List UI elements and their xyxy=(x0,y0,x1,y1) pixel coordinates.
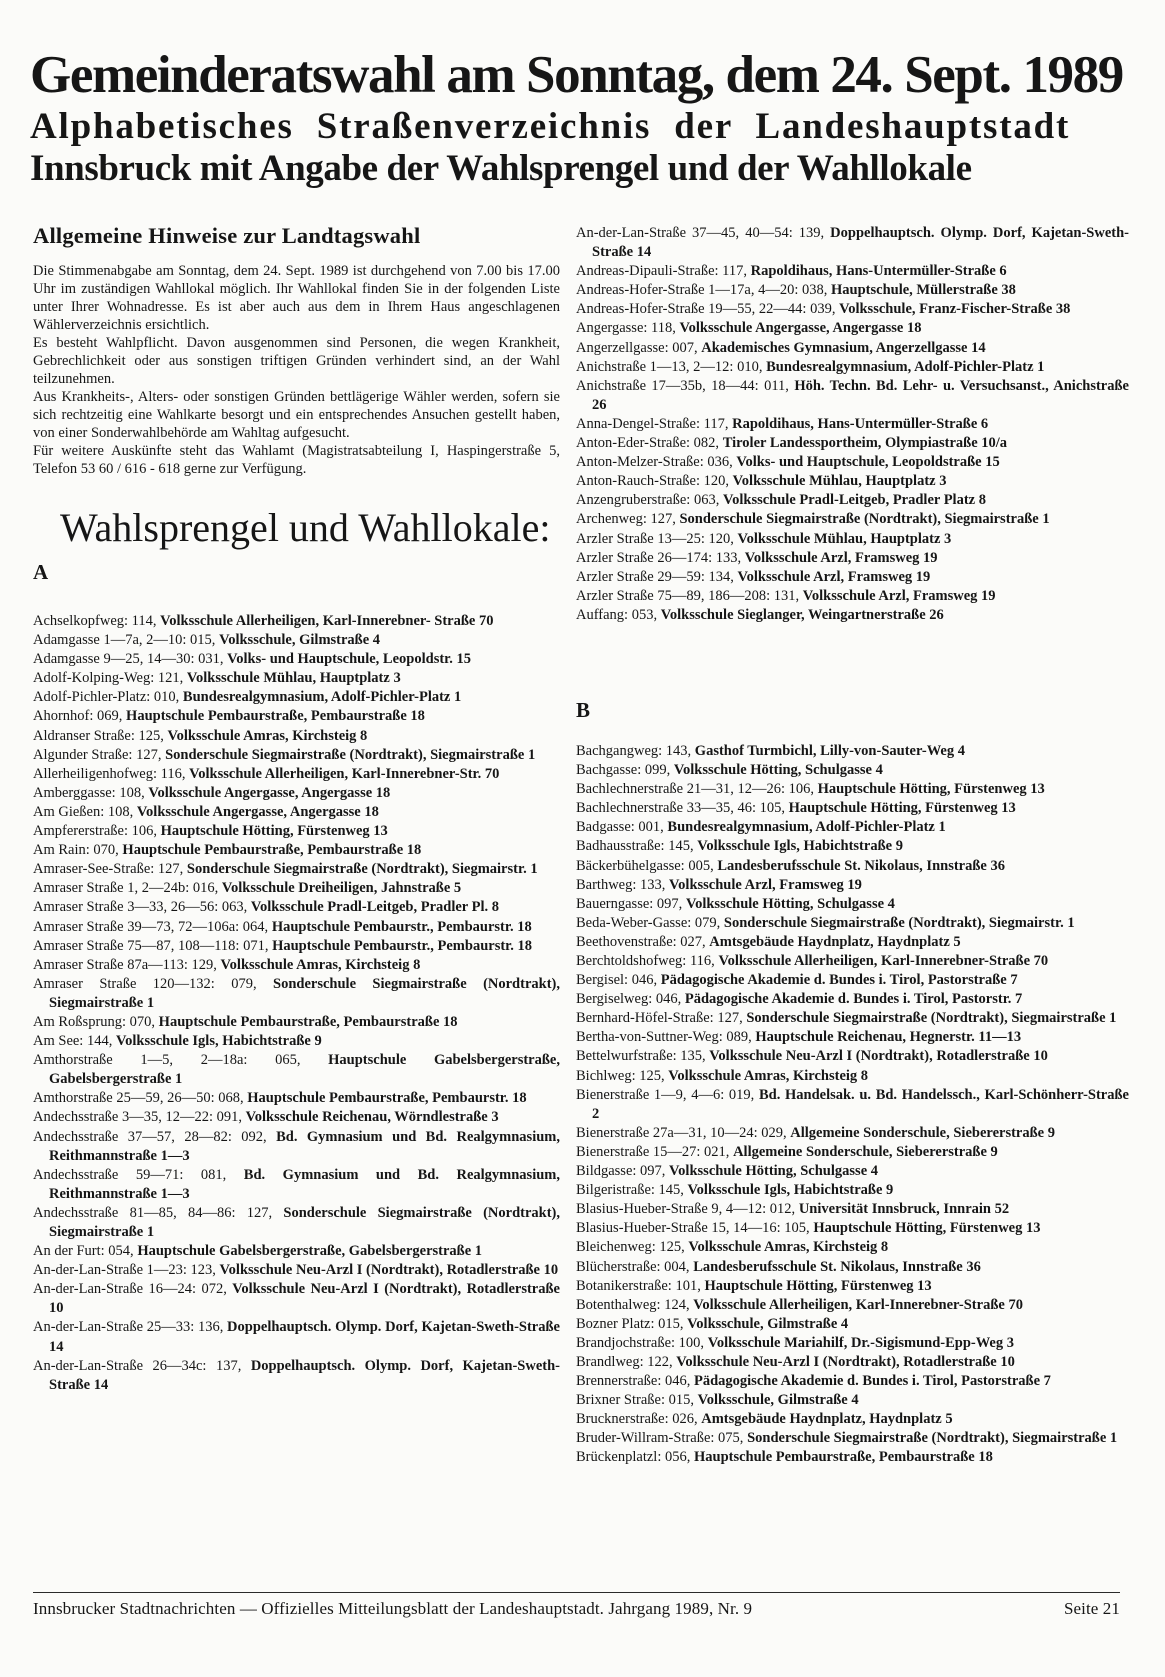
street-entry xyxy=(576,568,1129,587)
street-entry xyxy=(33,746,560,765)
wahllokal: Volksschule Allerheiligen, Karl-Innerebner-Straße 70 xyxy=(718,953,1049,969)
street-entry xyxy=(576,876,1129,895)
street-name: Andechsstraße 37—57, 28—82: 092, xyxy=(33,1128,277,1145)
street-name: Andechsstraße 59—71: 081, xyxy=(33,1166,244,1183)
street-entry xyxy=(576,990,1129,1009)
street-name: Berchtoldshofweg: 116, xyxy=(576,953,719,969)
street-entry xyxy=(576,1238,1129,1257)
wahllokal: Sonderschule Siegmairstraße (Nordtrakt), Siegmairstraße 1 xyxy=(746,1010,1117,1027)
street-name: Botanikerstraße: 101, xyxy=(576,1277,705,1294)
wahllokal: Allgemeine Sonderschule, Siebererstraße 9 xyxy=(733,1143,998,1160)
wahllokal: Hauptschule Gabelsbergerstraße, Gabelsbergerstraße 1 xyxy=(49,1052,560,1088)
street-name: Botenthalweg: 124, xyxy=(576,1296,694,1313)
street-entry xyxy=(576,1258,1129,1277)
wahllokal: Bd. Handelsak. u. Bd. Handelssch., Karl-Schönherr-Straße 2 xyxy=(592,1086,1129,1122)
street-entry xyxy=(33,937,560,956)
street-name: Brandlweg: 122, xyxy=(576,1353,677,1370)
masthead xyxy=(30,44,1123,190)
wahllokal: Pädagogische Akademie d. Bundes i. Tirol, Pastorstraße 7 xyxy=(660,972,1018,989)
street-name: Bettelwurfstraße: 135, xyxy=(576,1048,710,1065)
street-name: Anichstraße 17—35b, 18—44: 011, xyxy=(576,377,795,394)
wahllokal: Volksschule Mariahilf, Dr.-Sigismund-Epp-Weg 3 xyxy=(707,1334,1014,1351)
street-name: Anton-Melzer-Straße: 036, xyxy=(576,454,737,471)
street-name: Auffang: 053, xyxy=(576,606,661,623)
wahllokal: Volksschule Arzl, Framsweg 19 xyxy=(737,568,931,585)
street-name: Arzler Straße 13—25: 120, xyxy=(576,530,738,547)
street-entry xyxy=(576,319,1129,338)
street-entry xyxy=(576,857,1129,876)
street-name: Bäckerbühelgasse: 005, xyxy=(576,857,718,874)
street-list-b xyxy=(576,742,1129,1468)
street-entry xyxy=(576,300,1129,319)
street-name: Amraser Straße 39—73, 72—106a: 064, xyxy=(33,918,272,935)
street-name: Anton-Rauch-Straße: 120, xyxy=(576,473,733,490)
wahllokal: Volksschule Mühlau, Hauptplatz 3 xyxy=(732,473,947,490)
hinweise-paragraph: Es besteht Wahlpflicht. Davon ausgenommen sind Personen, die wegen Krankheit, Gebrechlichkeit oder aus sonstigen triftigen Gründen verhindert sind, an der Wahl teilzunehmen. xyxy=(33,335,560,387)
street-name: Angergasse: 118, xyxy=(576,320,680,337)
wahllokal: Volksschule Arzl, Framsweg 19 xyxy=(802,587,996,604)
street-entry xyxy=(33,860,560,879)
street-entry xyxy=(576,914,1129,933)
street-entry xyxy=(33,822,560,841)
street-name: Anna-Dengel-Straße: 117, xyxy=(576,415,733,432)
wahllokal: Bd. Gymnasium und Bd. Realgymnasium, Reithmannstraße 1—3 xyxy=(49,1128,560,1164)
street-name: An-der-Lan-Straße 26—34c: 137, xyxy=(33,1357,251,1374)
wahllokal: Hauptschule Pembaurstraße, Pembaurstraße 18 xyxy=(158,1013,458,1030)
wahllokal: Volksschule Neu-Arzl I (Nordtrakt), Rotadlerstraße 10 xyxy=(676,1353,1015,1370)
wahllokal: Hauptschule Hötting, Fürstenweg 13 xyxy=(813,1220,1041,1237)
street-entry xyxy=(576,587,1129,606)
wahllokal: Pädagogische Akademie d. Bundes i. Tirol, Pastorstraße 7 xyxy=(693,1373,1051,1390)
street-name: Archenweg: 127, xyxy=(576,511,680,528)
street-name: Adolf-Pichler-Platz: 010, xyxy=(33,689,183,706)
street-name: Arzler Straße 29—59: 134, xyxy=(576,568,738,585)
wahllokal: Hauptschule Pembaurstr., Pembaurstr. 18 xyxy=(271,918,532,935)
street-name: Anichstraße 1—13, 2—12: 010, xyxy=(576,358,767,375)
wahllokal: Hauptschule Pembaurstraße, Pembaurstraße 18 xyxy=(126,708,425,725)
street-entry xyxy=(576,224,1129,262)
wahllokal: Bd. Gymnasium und Bd. Realgymnasium, Reithmannstraße 1—3 xyxy=(49,1166,560,1202)
street-name: Am Gießen: 108, xyxy=(33,803,137,820)
street-entry xyxy=(576,339,1129,358)
wahllokal: Volksschule Angergasse, Angergasse 18 xyxy=(148,784,391,801)
street-name: Arzler Straße 26—174: 133, xyxy=(576,549,745,566)
street-entry xyxy=(576,1124,1129,1143)
wahllokal: Sonderschule Siegmairstraße (Nordtrakt), Siegmairstraße 1 xyxy=(165,746,536,763)
street-name: An-der-Lan-Straße 37—45, 40—54: 139, xyxy=(576,225,831,241)
street-entry xyxy=(33,1051,560,1089)
hinweise-paragraph: Aus Krankheits-, Alters- oder sonstigen Gründen bettlägerige Wähler werden, sofern sie sich rechtzeitig eine Wahlkarte besorgt und ein entsprechendes Ansuchen gestellt haben, von einer Sonderwahlbehörde am Wahltag aufgesucht. xyxy=(33,389,560,441)
wahllokal: Hauptschule Hötting, Fürstenweg 13 xyxy=(704,1277,932,1294)
street-entry xyxy=(576,1028,1129,1047)
street-name: Amthorstraße 1—5, 2—18a: 065, xyxy=(33,1052,329,1069)
street-name: Bachlechnerstraße 21—31, 12—26: 106, xyxy=(576,781,818,798)
street-name: An der Furt: 054, xyxy=(33,1243,138,1260)
street-name: Blasius-Hueber-Straße 15, 14—16: 105, xyxy=(576,1220,814,1237)
page-subtitle-line-1: Alphabetisches Straßenverzeichnis der Landeshauptstadt xyxy=(30,106,1071,147)
wahllokal: Landesberufsschule St. Nikolaus, Innstraße 36 xyxy=(717,857,1005,874)
street-name: Aldranser Straße: 125, xyxy=(33,727,168,744)
street-entry xyxy=(33,727,560,746)
street-entry xyxy=(576,952,1129,971)
street-entry xyxy=(33,765,560,784)
right-column xyxy=(576,224,1129,1468)
street-name: Angerzellgasse: 007, xyxy=(576,339,702,356)
street-name: Amraser-See-Straße: 127, xyxy=(33,861,187,878)
wahllokal: Sonderschule Siegmairstraße (Nordtrakt), Siegmairstraße 1 xyxy=(747,1430,1118,1447)
street-name: Amraser Straße 3—33, 26—56: 063, xyxy=(33,899,251,916)
section-letter-b: B xyxy=(576,697,591,722)
wahllokal: Volksschule, Gilmstraße 4 xyxy=(219,632,381,649)
wahllokal: Sonderschule Siegmairstraße (Nordtrakt), Siegmairstraße 1 xyxy=(49,975,560,1011)
wahllokal: Akademisches Gymnasium, Angerzellgasse 14 xyxy=(701,339,986,356)
street-entry xyxy=(576,971,1129,990)
wahlsprengel-heading: Wahlsprengel und Wahllokale: xyxy=(60,505,551,550)
street-name: Amthorstraße 25—59, 26—50: 068, xyxy=(33,1090,248,1107)
wahllokal: Volksschule Allerheiligen, Karl-Innerebner-Str. 70 xyxy=(189,765,500,782)
street-name: Bachgangweg: 143, xyxy=(576,742,695,759)
street-name: Bleichenweg: 125, xyxy=(576,1239,689,1256)
street-entry xyxy=(33,707,560,726)
street-entry xyxy=(576,1315,1129,1334)
street-entry xyxy=(576,933,1129,952)
street-entry xyxy=(33,1013,560,1032)
street-name: Anzengruberstraße: 063, xyxy=(576,492,723,509)
street-name: Bachlechnerstraße 33—35, 46: 105, xyxy=(576,800,789,817)
street-name: Arzler Straße 75—89, 186—208: 131, xyxy=(576,587,803,604)
wahllokal: Hauptschule Pembaurstraße, Pembaurstr. 18 xyxy=(247,1090,527,1107)
wahllokal: Volksschule Hötting, Schulgasse 4 xyxy=(669,1163,879,1180)
wahllokal: Hauptschule Gabelsbergerstraße, Gabelsbergerstraße 1 xyxy=(137,1243,483,1260)
street-entry xyxy=(576,549,1129,568)
street-entry xyxy=(33,1261,560,1280)
street-entry xyxy=(576,1086,1129,1124)
wahllokal: Volksschule Neu-Arzl I (Nordtrakt), Rotadlerstraße 10 xyxy=(219,1262,559,1279)
street-list-a-right xyxy=(576,224,1129,625)
hinweise-paragraph: Für weitere Auskünfte steht das Wahlamt (Magistratsabteilung I, Haspingerstraße 5, Telefon 53 60 / 616 - 618 gerne zur Verfügung. xyxy=(33,443,560,477)
footer-publication: Innsbrucker Stadtnachrichten — Offizielles Mitteilungsblatt der Landeshauptstadt. Jahrgang 1989, Nr. 9 xyxy=(33,1599,753,1618)
hinweise-heading: Allgemeine Hinweise zur Landtagswahl xyxy=(33,223,421,248)
wahllokal: Sonderschule Siegmairstraße (Nordtrakt), Siegmairstr. 1 xyxy=(186,861,538,878)
wahllokal: Volksschule Sieglanger, Weingartnerstraße 26 xyxy=(660,606,944,623)
street-entry xyxy=(576,510,1129,529)
street-entry xyxy=(576,415,1129,434)
street-name: Bienerstraße 27a—31, 10—24: 029, xyxy=(576,1124,791,1141)
street-name: Bachgasse: 099, xyxy=(576,762,674,779)
street-entry xyxy=(576,1219,1129,1238)
wahllokal: Volksschule Reichenau, Wörndlestraße 3 xyxy=(245,1109,499,1126)
wahllokal: Hauptschule Pembaurstr., Pembaurstr. 18 xyxy=(272,937,533,954)
street-entry xyxy=(576,472,1129,491)
wahllokal: Volksschule Neu-Arzl I (Nordtrakt), Rotadlerstraße 10 xyxy=(709,1048,1048,1065)
street-name: Andechsstraße 3—35, 12—22: 091, xyxy=(33,1109,246,1126)
street-entry xyxy=(33,1108,560,1127)
street-entry xyxy=(576,1162,1129,1181)
street-name: Bruder-Willram-Straße: 075, xyxy=(576,1430,748,1447)
wahllokal: Volksschule Pradl-Leitgeb, Pradler Pl. 8 xyxy=(250,899,499,916)
street-list-a-left xyxy=(33,612,560,1395)
street-entry xyxy=(576,606,1129,625)
wahllokal: Volksschule Hötting, Schulgasse 4 xyxy=(673,762,883,779)
street-name: Beda-Weber-Gasse: 079, xyxy=(576,914,724,931)
street-entry xyxy=(576,1296,1129,1315)
street-name: Andreas-Hofer-Straße 1—17a, 4—20: 038, xyxy=(576,282,832,299)
wahllokal: Sonderschule Siegmairstraße (Nordtrakt), Siegmairstraße 1 xyxy=(679,511,1050,528)
street-entry xyxy=(33,1280,560,1318)
hinweise-paragraph: Die Stimmenabgabe am Sonntag, dem 24. Sept. 1989 ist durchgehend von 7.00 bis 17.00 Uhr im zuständigen Wahllokal möglich. Ihr Wahllokal finden Sie in der folgenden Liste unter Ihrer Wohnadresse. Es ist aber auch aus dem in Ihrem Haus angeschlagenen Wählerverzeichnis ersichtlich. xyxy=(33,263,560,333)
street-name: Achselkopfweg: 114, xyxy=(33,613,161,629)
street-name: Am Roßsprung: 070, xyxy=(33,1013,159,1030)
wahllokal: Amtsgebäude Haydnplatz, Haydnplatz 5 xyxy=(701,1411,953,1428)
street-name: Adolf-Kolping-Weg: 121, xyxy=(33,670,187,687)
wahllokal: Volksschule Pradl-Leitgeb, Pradler Platz 8 xyxy=(722,492,986,509)
wahllokal: Volksschule Hötting, Schulgasse 4 xyxy=(685,895,895,912)
wahllokal: Volksschule Dreiheiligen, Jahnstraße 5 xyxy=(221,880,462,897)
street-name: Algunder Straße: 127, xyxy=(33,746,166,763)
street-name: Anton-Eder-Straße: 082, xyxy=(576,435,723,452)
wahllokal: Volksschule Mühlau, Hauptplatz 3 xyxy=(186,670,401,687)
street-name: Beethovenstraße: 027, xyxy=(576,933,710,950)
street-entry xyxy=(33,841,560,860)
street-entry xyxy=(576,1200,1129,1219)
street-name: Blücherstraße: 004, xyxy=(576,1258,694,1275)
wahllokal: Allgemeine Sonderschule, Siebererstraße 9 xyxy=(790,1124,1055,1141)
street-entry xyxy=(33,956,560,975)
street-entry xyxy=(33,898,560,917)
street-entry xyxy=(576,1277,1129,1296)
wahllokal: Hauptschule, Müllerstraße 38 xyxy=(831,282,1016,299)
street-entry xyxy=(576,1372,1129,1391)
wahllokal: Hauptschule Pembaurstraße, Pembaurstraße 18 xyxy=(693,1449,993,1466)
wahllokal: Hauptschule Pembaurstraße, Pembaurstraße 18 xyxy=(122,842,422,859)
wahllokal: Hauptschule Hötting, Fürstenweg 13 xyxy=(160,823,388,840)
wahllokal: Volks- und Hauptschule, Leopoldstraße 15 xyxy=(736,454,1000,471)
street-name: An-der-Lan-Straße 1—23: 123, xyxy=(33,1262,220,1279)
wahllokal: Höh. Techn. Bd. Lehr- u. Versuchsanst., Anichstraße 26 xyxy=(592,377,1129,413)
street-name: Amraser Straße 75—87, 108—118: 071, xyxy=(33,937,273,954)
wahllokal: Doppelhauptsch. Olymp. Dorf, Kajetan-Sweth-Straße 14 xyxy=(49,1357,561,1393)
hinweise-text xyxy=(33,262,560,478)
wahllokal: Gasthof Turmbichl, Lilly-von-Sauter-Weg 4 xyxy=(694,742,965,759)
street-entry xyxy=(576,281,1129,300)
street-entry xyxy=(576,742,1129,761)
page-title: Gemeinderatswahl am Sonntag, dem 24. Sept. 1989 xyxy=(30,46,1123,104)
street-name: Blasius-Hueber-Straße 9, 4—12: 012, xyxy=(576,1201,799,1218)
street-entry xyxy=(33,879,560,898)
wahllokal: Volksschule Mühlau, Hauptplatz 3 xyxy=(737,530,952,547)
street-entry xyxy=(576,1391,1129,1410)
street-entry xyxy=(33,669,560,688)
street-entry xyxy=(576,262,1129,281)
street-name: Brucknerstraße: 026, xyxy=(576,1411,702,1428)
wahllokal: Volksschule Amras, Kirchsteig 8 xyxy=(167,727,368,744)
street-entry xyxy=(33,650,560,669)
wahllokal: Volksschule Igls, Habichtstraße 9 xyxy=(697,838,903,855)
street-entry xyxy=(576,1143,1129,1162)
street-name: Brückenplatzl: 056, xyxy=(576,1449,694,1466)
street-name: Bichlweg: 125, xyxy=(576,1067,669,1084)
street-name: An-der-Lan-Straße 25—33: 136, xyxy=(33,1319,228,1336)
street-entry xyxy=(576,434,1129,453)
street-entry xyxy=(33,975,560,1013)
street-entry xyxy=(576,895,1129,914)
street-entry xyxy=(33,612,560,631)
wahllokal: Bundesrealgymnasium, Adolf-Pichler-Platz 1 xyxy=(667,819,946,836)
street-name: An-der-Lan-Straße 16—24: 072, xyxy=(33,1281,233,1298)
street-name: Allerheiligenhofweg: 116, xyxy=(33,765,190,782)
wahllokal: Hauptschule Reichenau, Hegnerstr. 11—13 xyxy=(755,1029,1022,1046)
wahllokal: Bundesrealgymnasium, Adolf-Pichler-Platz 1 xyxy=(766,358,1045,375)
street-entry xyxy=(576,491,1129,510)
street-entry xyxy=(33,1128,560,1166)
street-name: Amberggasse: 108, xyxy=(33,784,149,801)
section-letter-a: A xyxy=(33,560,49,584)
wahllokal: Volksschule Allerheiligen, Karl-Innerebner-Straße 70 xyxy=(693,1296,1023,1313)
street-name: Amraser Straße 87a—113: 129, xyxy=(33,956,221,973)
street-name: Amraser Straße 120—132: 079, xyxy=(33,975,274,992)
street-name: Ampfererstraße: 106, xyxy=(33,823,161,840)
page-subtitle-line-2: Innsbruck mit Angabe der Wahlsprengel und der Wahllokale xyxy=(30,148,972,189)
street-entry xyxy=(576,799,1129,818)
street-name: Bilgeristraße: 145, xyxy=(576,1182,688,1199)
page-footer xyxy=(33,1592,1120,1619)
street-entry xyxy=(576,1429,1129,1448)
wahllokal: Volksschule Angergasse, Angergasse 18 xyxy=(136,803,379,820)
street-entry xyxy=(576,358,1129,377)
street-entry xyxy=(576,1353,1129,1372)
street-entry xyxy=(33,688,560,707)
street-name: Badhausstraße: 145, xyxy=(576,838,698,855)
wahllokal: Pädagogische Akademie d. Bundes i. Tirol, Pastorstr. 7 xyxy=(684,991,1023,1008)
street-entry xyxy=(33,1318,560,1356)
street-name: Brandjochstraße: 100, xyxy=(576,1334,708,1351)
street-entry xyxy=(576,377,1129,415)
wahllokal: Volksschule, Gilmstraße 4 xyxy=(687,1315,849,1332)
street-entry xyxy=(576,1047,1129,1066)
wahllokal: Landesberufsschule St. Nikolaus, Innstraße 36 xyxy=(693,1258,981,1275)
street-entry xyxy=(576,761,1129,780)
street-entry xyxy=(33,1242,560,1261)
wahllokal: Volksschule Arzl, Framsweg 19 xyxy=(744,549,938,566)
street-name: Bozner Platz: 015, xyxy=(576,1315,688,1332)
street-entry xyxy=(576,1448,1129,1467)
wahllokal: Volksschule Allerheiligen, Karl-Innerebner- Straße 70 xyxy=(160,613,494,629)
street-entry xyxy=(576,1334,1129,1353)
street-name: Andreas-Dipauli-Straße: 117, xyxy=(576,263,751,280)
street-entry xyxy=(576,1410,1129,1429)
wahllokal: Hauptschule Hötting, Fürstenweg 13 xyxy=(817,781,1045,798)
wahllokal: Volksschule Amras, Kirchsteig 8 xyxy=(220,956,421,973)
street-entry xyxy=(33,1166,560,1204)
street-entry xyxy=(33,1204,560,1242)
street-entry xyxy=(576,1181,1129,1200)
street-entry xyxy=(33,1089,560,1108)
wahllokal: Doppelhauptsch. Olymp. Dorf, Kajetan-Sweth-Straße 14 xyxy=(49,1319,560,1355)
wahllokal: Amtsgebäude Haydnplatz, Haydnplatz 5 xyxy=(709,933,961,950)
wahllokal: Volksschule Angergasse, Angergasse 18 xyxy=(679,320,922,337)
street-name: Am Rain: 070, xyxy=(33,842,123,859)
street-name: Brixner Straße: 015, xyxy=(576,1392,698,1409)
street-name: Bertha-von-Suttner-Weg: 089, xyxy=(576,1029,756,1046)
wahllokal: Volksschule, Gilmstraße 4 xyxy=(697,1392,859,1409)
wahllokal: Volksschule Neu-Arzl I (Nordtrakt), Rotadlerstraße 10 xyxy=(49,1281,560,1317)
street-name: Ahornhof: 069, xyxy=(33,708,127,725)
street-entry xyxy=(33,803,560,822)
street-entry xyxy=(576,1067,1129,1086)
street-entry xyxy=(33,918,560,937)
street-name: Bauerngasse: 097, xyxy=(576,895,686,912)
street-entry xyxy=(33,1032,560,1051)
street-name: Bienerstraße 1—9, 4—6: 019, xyxy=(576,1086,759,1103)
street-name: Andechsstraße 81—85, 84—86: 127, xyxy=(33,1204,284,1221)
wahllokal: Tiroler Landessportheim, Olympiastraße 10/a xyxy=(722,435,1008,452)
wahllokal: Universität Innsbruck, Innrain 52 xyxy=(798,1201,1010,1218)
street-entry xyxy=(576,453,1129,472)
street-name: Bergiselweg: 046, xyxy=(576,991,685,1008)
street-entry xyxy=(33,631,560,650)
street-name: Brennerstraße: 046, xyxy=(576,1373,694,1390)
wahllokal: Volksschule Arzl, Framsweg 19 xyxy=(669,876,862,893)
street-name: Bildgasse: 097, xyxy=(576,1163,670,1180)
footer-page-number: Seite 21 xyxy=(1063,1599,1120,1618)
street-name: Bienerstraße 15—27: 021, xyxy=(576,1143,734,1160)
wahllokal: Volksschule Amras, Kirchsteig 8 xyxy=(668,1067,869,1084)
wahllokal: Volksschule, Franz-Fischer-Straße 38 xyxy=(839,301,1071,318)
street-name: Barthweg: 133, xyxy=(576,876,670,893)
wahllokal: Hauptschule Hötting, Fürstenweg 13 xyxy=(788,800,1016,817)
left-column xyxy=(33,222,560,1395)
wahllokal: Sonderschule Siegmairstraße (Nordtrakt), Siegmairstraße 1 xyxy=(49,1204,560,1240)
street-entry xyxy=(576,1009,1129,1028)
street-entry xyxy=(576,530,1129,549)
street-name: Bernhard-Höfel-Straße: 127, xyxy=(576,1010,747,1027)
wahllokal: Sonderschule Siegmairstraße (Nordtrakt), Siegmairstr. 1 xyxy=(723,914,1075,931)
street-entry xyxy=(33,1357,560,1395)
street-name: Badgasse: 001, xyxy=(576,819,668,836)
wahllokal: Rapoldihaus, Hans-Untermüller-Straße 6 xyxy=(732,415,989,432)
street-name: Andreas-Hofer-Straße 19—55, 22—44: 039, xyxy=(576,301,840,318)
wahllokal: Volks- und Hauptschule, Leopoldstr. 15 xyxy=(227,651,472,668)
street-entry xyxy=(576,837,1129,856)
street-name: Am See: 144, xyxy=(33,1033,116,1050)
wahllokal: Bundesrealgymnasium, Adolf-Pichler-Platz 1 xyxy=(182,689,462,706)
wahllokal: Rapoldihaus, Hans-Untermüller-Straße 6 xyxy=(750,263,1007,280)
street-name: Adamgasse 9—25, 14—30: 031, xyxy=(33,651,228,668)
street-name: Adamgasse 1—7a, 2—10: 015, xyxy=(33,632,220,649)
street-entry xyxy=(33,784,560,803)
street-name: Amraser Straße 1, 2—24b: 016, xyxy=(33,880,222,897)
street-name: Bergisel: 046, xyxy=(576,972,661,989)
street-entry xyxy=(576,780,1129,799)
wahllokal: Volksschule Igls, Habichtstraße 9 xyxy=(687,1182,894,1199)
wahllokal: Doppelhauptsch. Olymp. Dorf, Kajetan-Sweth-Straße 14 xyxy=(592,225,1130,261)
street-entry xyxy=(576,818,1129,837)
wahllokal: Volksschule Igls, Habichtstraße 9 xyxy=(115,1033,322,1050)
wahllokal: Volksschule Amras, Kirchsteig 8 xyxy=(688,1239,889,1256)
